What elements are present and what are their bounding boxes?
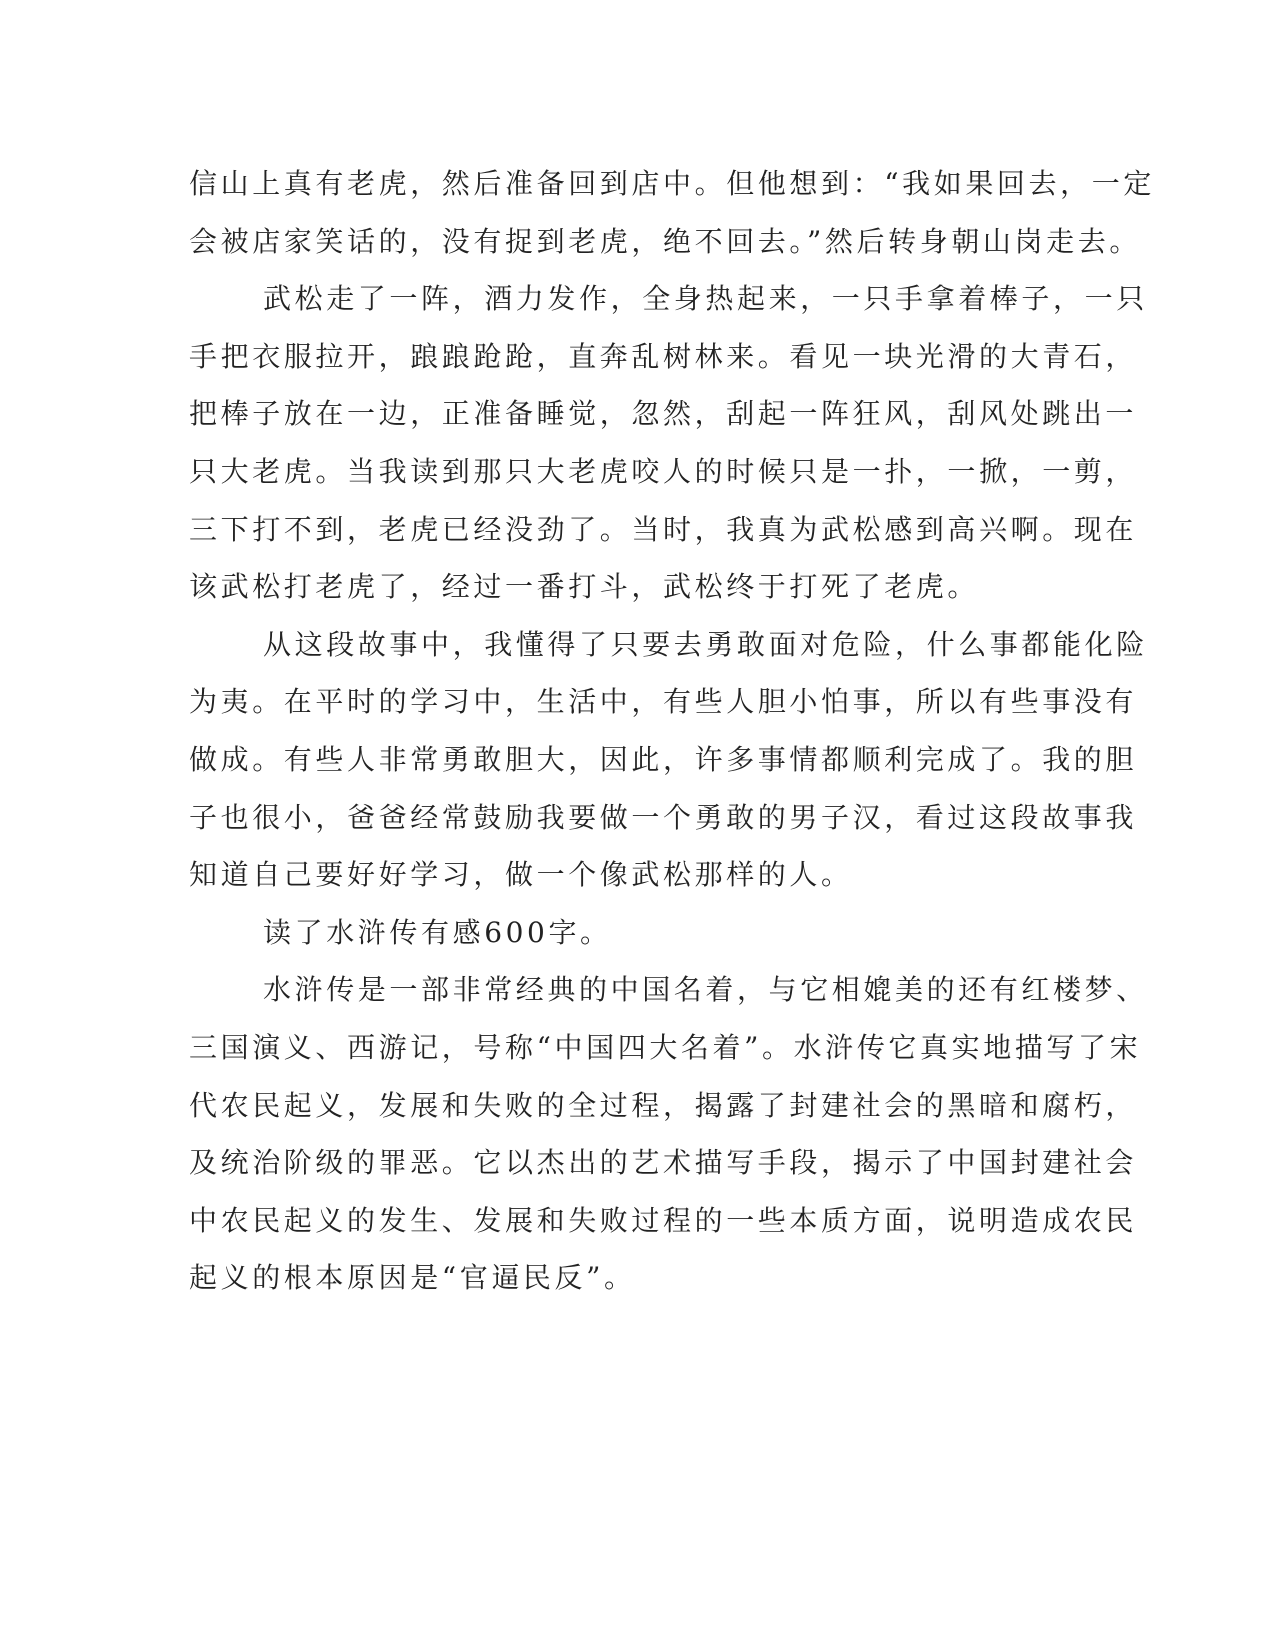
document-body: [189, 155, 1155, 1307]
text-line: 为夷。在平时的学习中，生活中，有些人胆小怕事，所以有些事没有: [189, 685, 1138, 719]
text-line: 把棒子放在一边，正准备睡觉，忽然，刮起一阵狂风，刮风处跳出一: [189, 397, 1138, 431]
text-line: 从这段故事中，我懂得了只要去勇敢面对危险，什么事都能化险: [263, 627, 1148, 661]
text-line: 代农民起义，发展和失败的全过程，揭露了封建社会的黑暗和腐朽，: [189, 1088, 1138, 1122]
paragraph-1: [189, 155, 1155, 270]
text-line: 做成。有些人非常勇敢胆大，因此，许多事情都顺利完成了。我的胆: [189, 742, 1138, 776]
text-line: 读了水浒传有感600字。: [263, 915, 612, 949]
text-line: 知道自己要好好学习，做一个像武松那样的人。: [189, 858, 853, 892]
text-line: 信山上真有老虎，然后准备回到店中。但他想到：“我如果回去，一定: [189, 167, 1155, 200]
text-line: 水浒传是一部非常经典的中国名着，与它相媲美的还有红楼梦、: [263, 973, 1148, 1007]
paragraph-5: [189, 961, 1148, 1307]
text-line: 中农民起义的发生、发展和失败过程的一些本质方面，说明造成农民: [189, 1203, 1138, 1237]
text-line: 三国演义、西游记，号称“中国四大名着”。水浒传它真实地描写了宋: [189, 1030, 1142, 1064]
text-line: 及统治阶级的罪恶。它以杰出的艺术描写手段，揭示了中国封建社会: [189, 1146, 1138, 1180]
text-line: 子也很小，爸爸经常鼓励我要做一个勇敢的男子汉，看过这段故事我: [189, 800, 1138, 834]
text-line: 只大老虎。当我读到那只大老虎咬人的时候只是一扑，一掀，一剪，: [189, 454, 1138, 488]
text-line: 会被店家笑话的，没有捉到老虎，绝不回去。”然后转身朝山岗走去。: [189, 224, 1141, 258]
text-line: 起义的根本原因是“官逼民反”。: [189, 1261, 636, 1295]
paragraph-4: [189, 904, 1079, 962]
text-line: 该武松打老虎了，经过一番打斗，武松终于打死了老虎。: [189, 570, 980, 604]
text-line: 武松走了一阵，酒力发作，全身热起来，一只手拿着棒子，一只: [263, 282, 1148, 316]
text-line: 手把衣服拉开，踉踉跄跄，直奔乱树林来。看见一块光滑的大青石，: [189, 339, 1138, 373]
text-line: 三下打不到，老虎已经没劲了。当时，我真为武松感到高兴啊。现在: [189, 512, 1138, 546]
paragraph-3: [189, 616, 1148, 904]
paragraph-2: [189, 270, 1148, 616]
